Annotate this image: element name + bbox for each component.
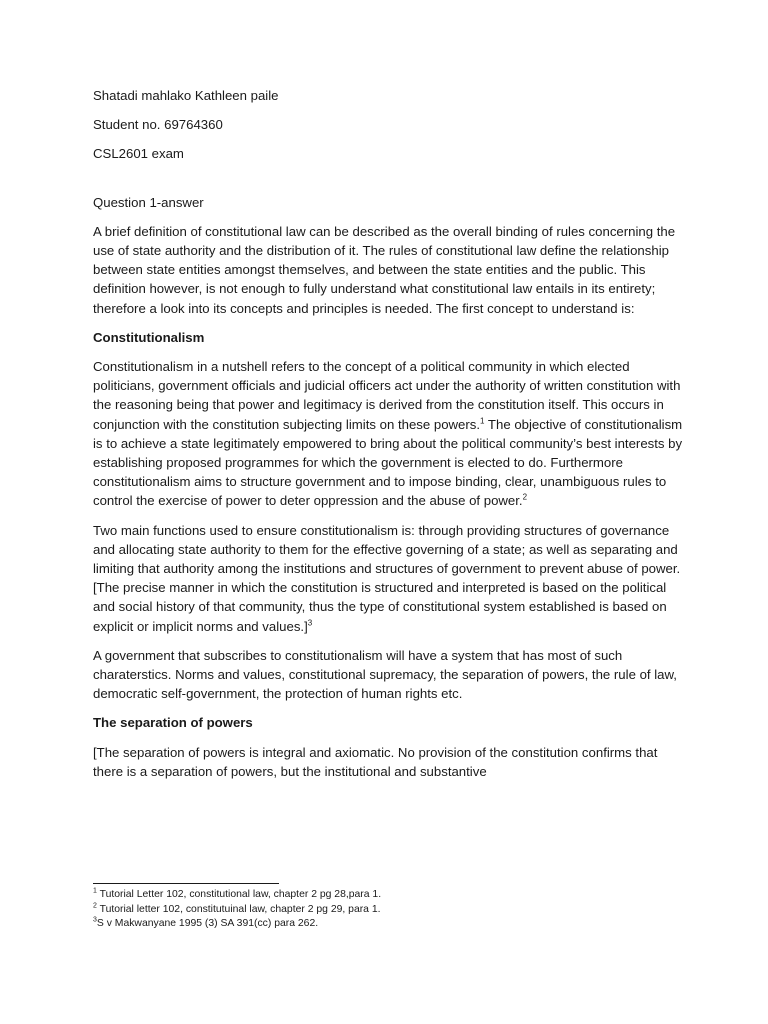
footnote-ref-3: 3 <box>307 618 313 628</box>
paragraph-text: The objective of constitutionalism is to achieve a state legitimately empowered to bring about the political community’s best interests by establishing proposed programmes for which the government is elected to do. Furthermore constitutionalism aims to structure government and to impose binding, clear, unambiguous rules to control the exercise of power to deter oppression and the abuse of power. <box>93 416 683 509</box>
footnote-number: 1 <box>93 887 97 895</box>
footnote-ref-1: 1 <box>480 416 485 426</box>
heading-separation-of-powers: The separation of powers <box>93 715 253 731</box>
intro-paragraph: A brief definition of constitutional law can be described as the overall binding of rules concerning the use of state authority and the distribution of it. The rules of constitutional law define the relationship between state entities amongst themselves, and between the state entities and the public. This definition however, is not enough to fully understand what constitutional law entails in its entirety; therefore a look into its concepts and principles is needed. The first concept to understand is: <box>93 223 676 316</box>
footnote-2 <box>93 903 683 918</box>
footnote-ref-2: 2 <box>522 493 528 503</box>
exam-code: CSL2601 exam <box>93 146 184 162</box>
question-title: Question 1-answer <box>93 194 204 210</box>
footnote-number: 3 <box>93 916 97 924</box>
footnote-1 <box>93 888 683 903</box>
paragraph-text: Two main functions used to ensure constitutionalism is: through providing structures of governance and allocating state authority to them for the effective governing of a state; as well as separating and limiting that authority among the institutions and structures of government to prevent abuse of power. [The precise manner in which the constitution is structured and interpreted is based on the political and social history of that community, thus the type of constitutional system established is based on explicit or implicit norms and values.] <box>93 522 681 634</box>
heading-constitutionalism: Constitutionalism <box>93 329 205 345</box>
spacer <box>93 174 683 193</box>
student-number: Student no. 69764360 <box>93 117 223 133</box>
author-name: Shatadi mahlako Kathleen paile <box>93 88 279 103</box>
constitutionalism-paragraph-3: A government that subscribes to constitutionalism will have a system that has most of such charaterstics. Norms and values, constitutional supremacy, the separation of powers, the rule of law, democratic self-government, the protection of human rights etc. <box>93 647 677 702</box>
separation-paragraph-1: [The separation of powers is integral and axiomatic. No provision of the constitution confirms that there is a separation of powers, but the institutional and substantive <box>93 744 658 779</box>
footnote-text: Tutorial letter 102, constitutuinal law, chapter 2 pg 29, para 1. <box>96 903 381 915</box>
constitutionalism-paragraph-1 <box>93 357 683 511</box>
paragraph-text: Constitutionalism in a nutshell refers to the concept of a political community in which elected politicians, government officials and judicial officers act under the authority of written constitution with the reasoning being that power and legitimacy is derived from the constitution itself. This occurs in conjunction with the constitution subjecting limits on these powers. <box>93 359 681 432</box>
document-body <box>93 86 683 791</box>
footnote-number: 2 <box>93 902 97 910</box>
footnote-text: S v Makwanyane 1995 (3) SA 391(cc) para 262. <box>96 918 319 929</box>
footnotes <box>93 883 683 932</box>
constitutionalism-paragraph-2 <box>93 521 683 636</box>
footnote-divider <box>93 883 279 884</box>
footnote-text: Tutorial Letter 102, constitutional law, chapter 2 pg 28,para 1. <box>96 889 382 900</box>
footnote-3 <box>93 917 683 932</box>
